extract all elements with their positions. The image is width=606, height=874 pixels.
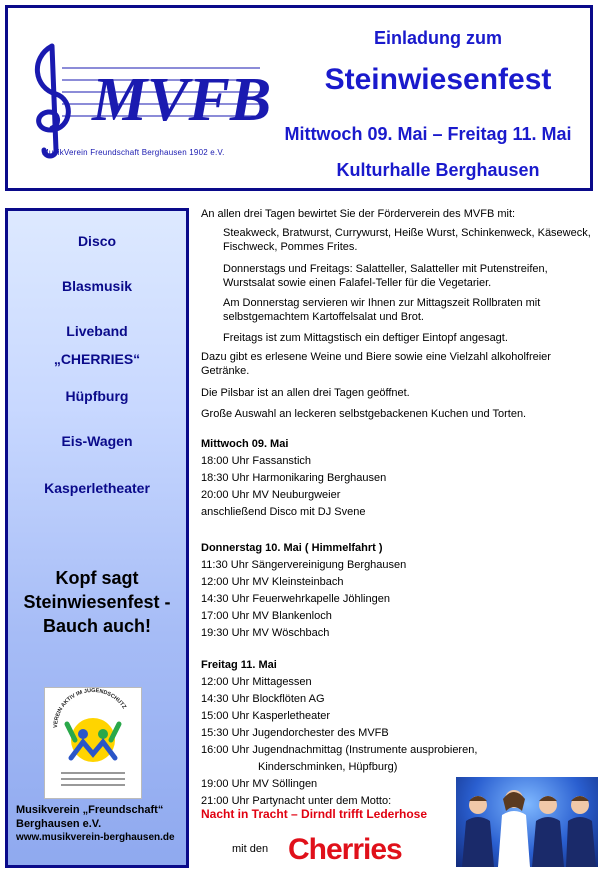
logo-letters: MVFB [92, 66, 272, 134]
highlight-blasmusik: Blasmusik [61, 278, 133, 294]
schedule-entry: 12:00 Uhr Mittagessen [201, 676, 312, 688]
slogan-line: Steinwiesenfest - [23, 592, 171, 612]
sidebar-highlights [5, 208, 189, 868]
schedule-entry: 19:30 Uhr MV Wöschbach [201, 627, 330, 639]
pilsbar-text: Die Pilsbar ist an allen drei Tagen geöffnet. [201, 387, 410, 399]
schedule-entry: 12:00 Uhr MV Kleinsteinbach [201, 576, 344, 588]
schedule-entry: anschließend Disco mit DJ Svene [201, 506, 366, 518]
schedule-entry: 14:30 Uhr Feuerwehrkapelle Jöhlingen [201, 593, 390, 605]
schedule-wednesday [201, 436, 386, 521]
drinks-text: Dazu gibt es erlesene Weine und Biere sowie eine Vielzahl alkoholfreier Getränke. [201, 351, 551, 377]
food-list-item: Donnerstags und Freitags: Salatteller, Salatteller mit Putenstreifen, Wurstsalat sowie einen Falafel-Teller für die Vegetarier. [223, 263, 548, 289]
food-list-item: Steakweck, Bratwurst, Currywurst, Heiße Wurst, Schinkenweck, Käseweck, Fischweck, Pommes Frites. [223, 227, 591, 253]
club-location: Berghausen e.V. [16, 818, 102, 830]
highlight-huepfburg: Hüpfburg [65, 388, 129, 404]
schedule-entry: 14:30 Uhr Blockflöten AG [201, 693, 325, 705]
mit-den-text: mit den [232, 843, 269, 855]
schedule-entry: 15:30 Uhr Jugendorchester des MVFB [201, 727, 389, 739]
highlight-disco: Disco [77, 233, 117, 249]
highlight-kasperletheater: Kasperletheater [44, 480, 150, 496]
day-heading: Donnerstag 10. Mai ( Himmelfahrt ) [201, 542, 383, 554]
day-heading: Freitag 11. Mai [201, 659, 277, 671]
schedule-entry: 21:00 Uhr Partynacht unter dem Motto: [201, 795, 392, 807]
schedule-entry: 15:00 Uhr Kasperletheater [201, 710, 331, 722]
schedule-entry: 18:30 Uhr Harmonikaring Berghausen [201, 472, 387, 484]
header-box [5, 5, 593, 191]
event-title: Steinwiesenfest [324, 63, 552, 96]
day-heading: Mittwoch 09. Mai [201, 438, 289, 450]
invitation-heading: Einladung zum [374, 28, 502, 48]
slogan-line: Kopf sagt [55, 568, 139, 588]
schedule-entry: 11:30 Uhr Sängervereinigung Berghausen [201, 559, 407, 571]
jugendschutz-badge [44, 687, 142, 799]
highlight-cherries: „CHERRIES“ [53, 351, 141, 367]
schedule-friday [201, 657, 477, 810]
schedule-entry: 16:00 Uhr Jugendnachmittag (Instrumente ausprobieren, [201, 744, 478, 756]
highlight-eiswagen: Eis-Wagen [61, 433, 133, 449]
schedule-entry: 20:00 Uhr MV Neuburgweier [201, 489, 341, 501]
schedule-entry-continuation: Kinderschminken, Hüpfburg) [258, 761, 398, 773]
cherries-band-logo: Cherries [288, 833, 402, 866]
schedule-entry: 19:00 Uhr MV Söllingen [201, 778, 318, 790]
band-photo [456, 777, 598, 867]
mvfb-logo [22, 38, 272, 163]
intro-lead: An allen drei Tagen bewirtet Sie der Förderverein des MVFB mit: [201, 208, 516, 220]
schedule-thursday [201, 540, 406, 642]
food-list-item: Am Donnerstag servieren wir Ihnen zur Mittagszeit Rollbraten mit selbstgemachtem Kartoffelsalat und Brot. [223, 297, 541, 323]
schedule-entry: 18:00 Uhr Fassanstich [201, 455, 312, 467]
cake-text: Große Auswahl an leckeren selbstgebackenen Kuchen und Torten. [201, 408, 527, 420]
event-venue: Kulturhalle Berghausen [336, 160, 540, 180]
slogan-line: Bauch auch! [42, 616, 152, 636]
club-name: Musikverein „Freundschaft“ [16, 804, 164, 816]
food-list-item: Freitags ist zum Mittagstisch ein deftiger Eintopf angesagt. [223, 332, 508, 344]
svg-text:VEREIN AKTIV IM JUGENDSCHUTZ: VEREIN AKTIV IM JUGENDSCHUTZ [52, 687, 127, 729]
highlight-liveband: Liveband [66, 323, 128, 339]
logo-caption: MusikVerein Freundschaft Berghausen 1902 e.V. [42, 148, 225, 157]
schedule-entry: 17:00 Uhr MV Blankenloch [201, 610, 332, 622]
club-footer [16, 803, 175, 845]
event-dates: Mittwoch 09. Mai – Freitag 11. Mai [284, 124, 572, 144]
slogan [8, 566, 186, 638]
party-motto: Nacht in Tracht – Dirndl trifft Lederhose [201, 807, 428, 821]
club-website-link[interactable]: www.musikverein-berghausen.de [16, 832, 175, 843]
